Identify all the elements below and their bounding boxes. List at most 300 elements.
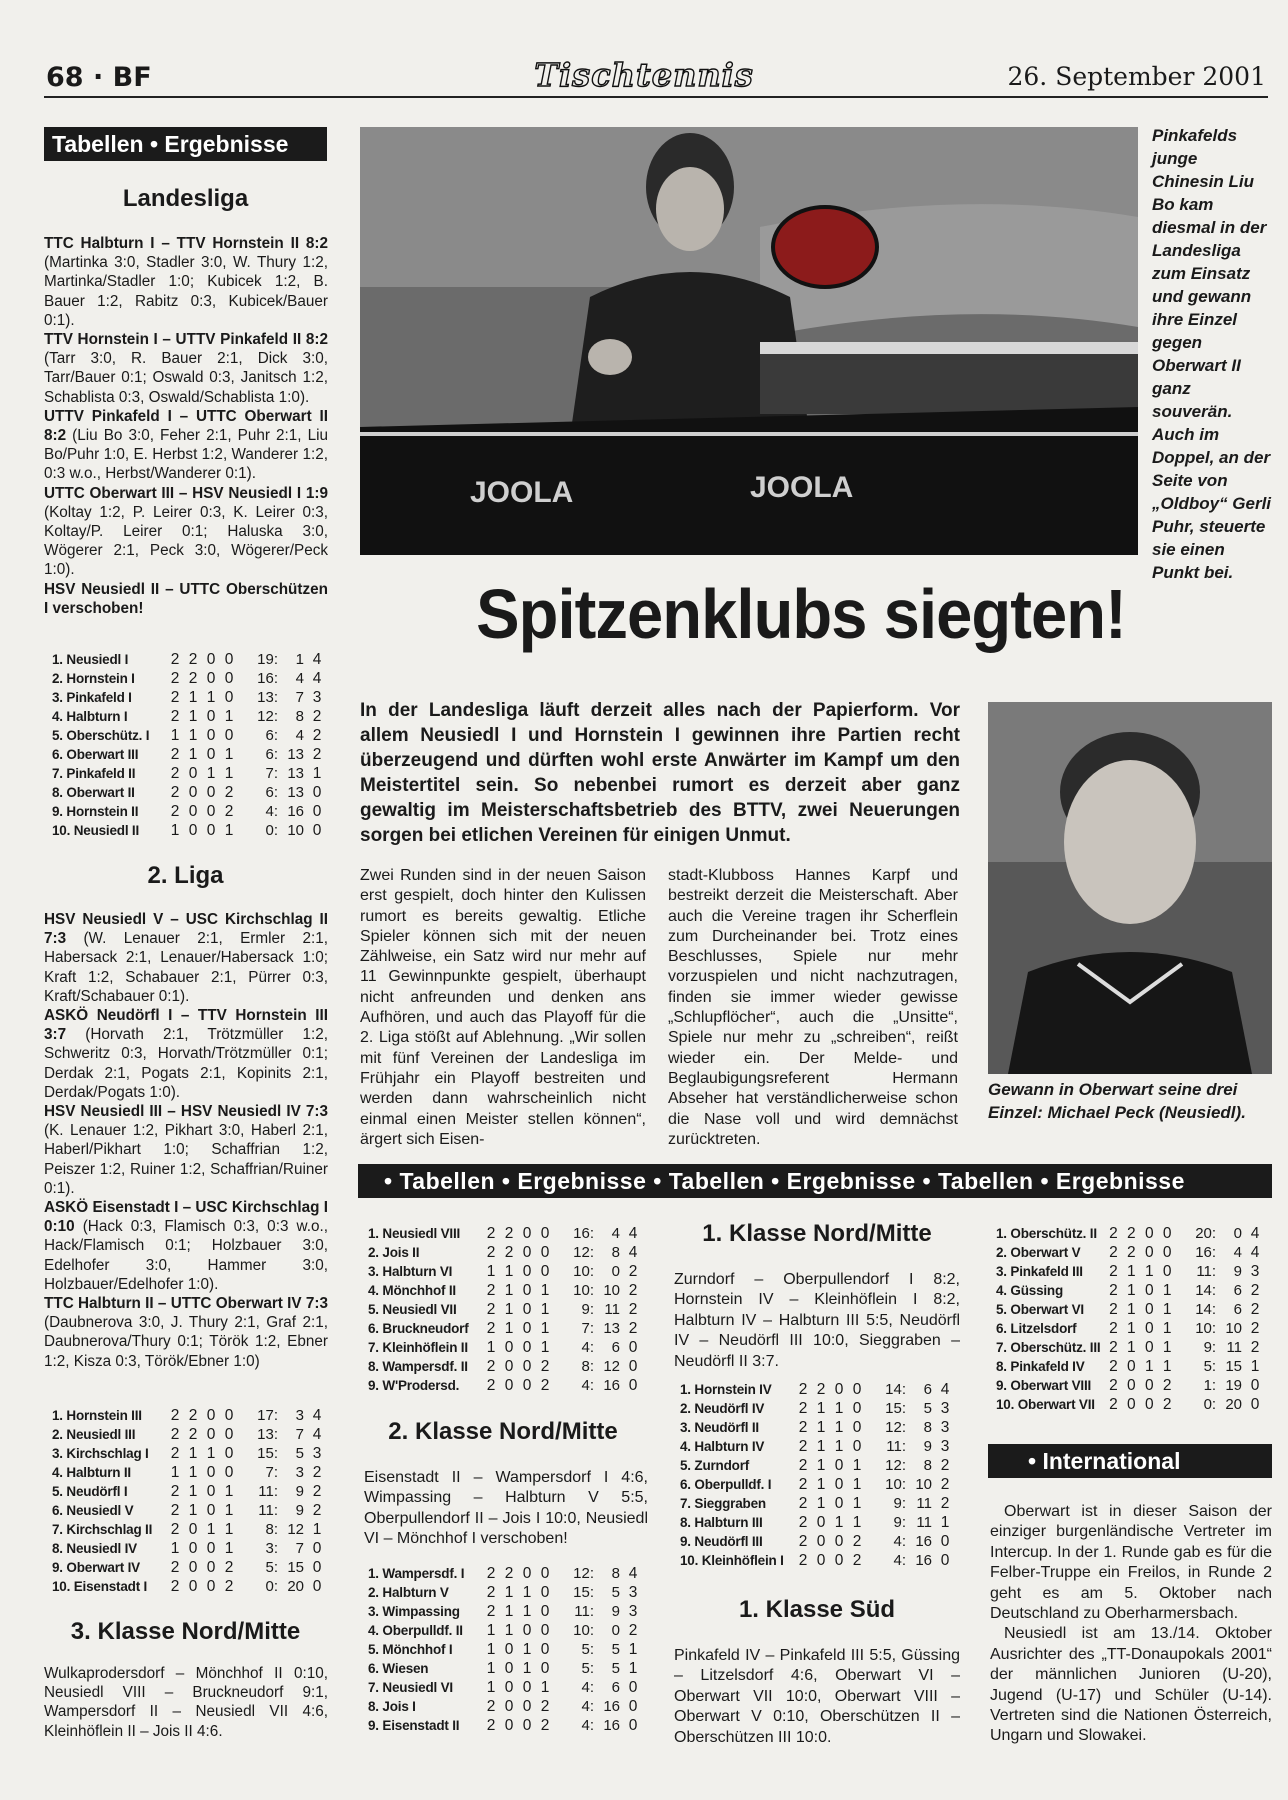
table-cell: 1 xyxy=(224,765,234,782)
result-entry: UTTC Oberwart III – HSV Neusiedl I 1:9 (Koltay 1:2, P. Leirer 0:3, K. Leirer 0:3, Koltay/P. Leirer 0:1; Haluska 3:0, Wögerer 2:1, Peck 3:0, Wögerer/Peck 1:0). xyxy=(44,484,328,579)
team-name: 2. Oberwart V xyxy=(996,1245,1081,1260)
table-cell: 0 xyxy=(816,1552,826,1569)
international-banner: • International xyxy=(988,1444,1272,1478)
table-cell: 11 xyxy=(1226,1339,1243,1356)
table-cell: 0 xyxy=(852,1400,862,1417)
table-cell: 0 xyxy=(504,1717,514,1734)
table-cell: 11 xyxy=(916,1495,932,1512)
results-banner: • Tabellen • Ergebnisse • Tabellen • Ergebnisse • Tabellen • Ergebnisse xyxy=(358,1164,1272,1198)
table-cell: 1 xyxy=(1144,1263,1154,1280)
table-row xyxy=(52,1425,330,1444)
international-text xyxy=(990,1502,1272,1747)
table-cell: 3 xyxy=(940,1438,950,1455)
table-cell: 10: xyxy=(885,1476,906,1493)
table-cell: 2 xyxy=(486,1320,496,1337)
table-cell: 1 xyxy=(170,822,180,839)
table-cell: 0 xyxy=(206,822,216,839)
table-row xyxy=(368,1357,646,1376)
team-name: 4. Güssing xyxy=(996,1283,1064,1298)
table-cell: 1 xyxy=(170,1540,180,1557)
table-cell: 14: xyxy=(1195,1282,1217,1299)
table-cell: 1 xyxy=(486,1679,496,1696)
table-cell: 4: xyxy=(581,1717,594,1734)
table-cell: 4: xyxy=(265,803,278,820)
page-number: 68 · BF xyxy=(46,62,152,93)
table-row xyxy=(996,1319,1268,1338)
table-cell: 3 xyxy=(312,1445,322,1462)
table-cell: 0 xyxy=(312,803,322,820)
table-row xyxy=(680,1399,958,1418)
table-cell: 4 xyxy=(312,670,322,687)
team-name: 2. Neusiedl III xyxy=(52,1427,136,1442)
table-cell: 0 xyxy=(611,1263,620,1280)
table-cell: 0 xyxy=(628,1358,638,1375)
liga2-table xyxy=(52,1406,330,1596)
table-cell: 1 xyxy=(312,1521,322,1538)
table-cell: 2 xyxy=(170,1483,180,1500)
table-cell: 8 xyxy=(611,1244,620,1261)
table-cell: 3 xyxy=(295,1407,304,1424)
table-cell: 9: xyxy=(1203,1339,1217,1356)
table-cell: 0 xyxy=(1144,1377,1154,1394)
left-banner: Tabellen • Ergebnisse xyxy=(44,127,327,161)
table-cell: 16 xyxy=(603,1698,620,1715)
result-entry: HSV Neusiedl V – USC Kirchschlag II 7:3 (W. Lenauer 2:1, Ermler 2:1, Habersack 2:1, Lenauer/Habersack 1:0; Kraft 1:2, Schabauer 2:1, Pürrer 0:3, Kraft/Schabauer 0:1). xyxy=(44,911,328,1005)
table-cell: 2 xyxy=(170,1445,180,1462)
team-name: 7. Pinkafeld II xyxy=(52,766,136,781)
team-name: 10. Oberwart VII xyxy=(996,1397,1095,1412)
table-cell: 1 xyxy=(522,1641,532,1658)
table-cell: 0 xyxy=(1233,1225,1243,1242)
team-name: 1. Neusiedl I xyxy=(52,652,129,667)
table-cell: 15: xyxy=(573,1584,594,1601)
table-cell: 1 xyxy=(1250,1358,1260,1375)
table-row xyxy=(52,1501,330,1520)
table-cell: 0 xyxy=(206,1578,216,1595)
table-cell: 17: xyxy=(257,1407,278,1424)
table-cell: 1 xyxy=(628,1641,638,1658)
table-cell: 16 xyxy=(603,1717,620,1734)
table-cell: 2 xyxy=(540,1377,550,1394)
table-cell: 16: xyxy=(257,670,278,687)
table-cell: 6 xyxy=(1233,1282,1243,1299)
table-cell: 12: xyxy=(885,1419,906,1436)
table-cell: 1 xyxy=(522,1584,532,1601)
table-cell: 5 xyxy=(611,1584,620,1601)
team-name: 7. Sieggraben xyxy=(680,1496,766,1511)
table-cell: 0 xyxy=(540,1584,550,1601)
table-cell: 1 xyxy=(1127,1263,1136,1280)
table-cell: 1 xyxy=(1144,1358,1154,1375)
table-cell: 15: xyxy=(885,1400,906,1417)
table-cell: 4 xyxy=(295,727,304,744)
table-cell: 16: xyxy=(573,1225,594,1242)
landesliga-heading: Landesliga xyxy=(122,185,249,212)
table-cell: 0 xyxy=(540,1660,550,1677)
table-cell: 1 xyxy=(188,746,198,763)
table-cell: 2 xyxy=(1109,1358,1118,1375)
table-cell: 1 xyxy=(522,1603,532,1620)
table-cell: 2 xyxy=(170,1578,180,1595)
table-cell: 0 xyxy=(188,1521,198,1538)
table-cell: 16 xyxy=(915,1552,932,1569)
table-row xyxy=(368,1602,646,1621)
team-name: 3. Kirchschlag I xyxy=(52,1446,149,1461)
table-row xyxy=(996,1300,1268,1319)
table-cell: 0 xyxy=(1144,1244,1154,1261)
table-cell: 2 xyxy=(852,1533,862,1550)
klasse1-sued-table xyxy=(996,1224,1268,1414)
table-cell: 9 xyxy=(295,1483,304,1500)
table-row xyxy=(52,1520,330,1539)
result-entry: HSV Neusiedl III – HSV Neusiedl IV 7:3 (K. Lenauer 1:2, Pikhart 3:0, Haberl 2:1, Haberl/Pikhart 1:0; Schaffrian 1:2, Peiszer 1:2, Ruiner 1:2, Schaffrian/Ruiner 0:1). xyxy=(44,1103,328,1197)
team-name: 9. Neudörfl III xyxy=(680,1534,763,1549)
table-cell: 1 xyxy=(224,1483,234,1500)
team-name: 1. Neusiedl VIII xyxy=(368,1226,461,1241)
table-cell: 0 xyxy=(206,1483,216,1500)
team-name: 6. Oberpulldf. I xyxy=(680,1477,772,1492)
table-cell: 2 xyxy=(798,1552,808,1569)
table-cell: 4 xyxy=(628,1565,638,1582)
table-row xyxy=(996,1281,1268,1300)
table-cell: 6: xyxy=(265,727,278,744)
table-cell: 7 xyxy=(295,1540,304,1557)
international-paragraph: Neusiedl ist am 13./14. Oktober Ausrichter des „TT-Donaupokals 2001“ der männlichen Junioren (U-20), Jugend (U-17) und Schüler (U-14). Vertreten sind die Nationen Österreich, Ungarn und Slowakei. xyxy=(990,1625,1272,1745)
table-cell: 0: xyxy=(1203,1396,1217,1413)
table-cell: 2 xyxy=(312,708,322,725)
table-cell: 4 xyxy=(312,1407,322,1424)
table-cell: 2 xyxy=(628,1301,638,1318)
table-cell: 0 xyxy=(540,1565,550,1582)
table-cell: 12: xyxy=(573,1244,594,1261)
article-col2: stadt-Klubboss Hannes Karpf und bestreikt derzeit die Meisterschaft. Aber auch die Vereine tragen ihr Scherflein zum Durcheinander bei. Trotz eines Beschlusses, Spiele nur mehr vorzuspielen und nicht nachzutragen, finden sie immer wieder gewisse „Schlupflöcher“, auch die „Unsitte“, Spiele nur mehr zu „schreiben“, reißt wieder ein. Der Melde- und Beglaubigungsreferent Hermann Abseher hat verständlicherweise schon die Nase voll und wird demnächst zurücktreten. xyxy=(668,867,958,1148)
table-cell: 16 xyxy=(915,1533,932,1550)
table-cell: 4 xyxy=(1233,1244,1243,1261)
table-cell: 0 xyxy=(834,1457,844,1474)
table-cell: 1 xyxy=(852,1457,862,1474)
team-name: 8. Oberwart II xyxy=(52,785,135,800)
table-cell: 1 xyxy=(816,1476,826,1493)
international-paragraph: Oberwart ist in dieser Saison der einziger burgenländische Vertreter im Intercup. In der 1. Runde gab es für die Felber-Truppe ein Freilos, in Runde 2 geht es am 5. Oktober nach Deutschland zu Oberharmersbach. xyxy=(990,1503,1272,1623)
table-row xyxy=(368,1678,646,1697)
table-cell: 2 xyxy=(1109,1377,1118,1394)
table-cell: 1 xyxy=(834,1438,844,1455)
table-cell: 2 xyxy=(1250,1282,1260,1299)
table-cell: 0 xyxy=(540,1641,550,1658)
table-cell: 1 xyxy=(312,765,322,782)
table-cell: 5: xyxy=(1203,1358,1217,1375)
table-cell: 4 xyxy=(312,651,322,668)
table-row xyxy=(368,1659,646,1678)
table-cell: 0 xyxy=(206,1426,216,1443)
table-cell: 0 xyxy=(522,1622,532,1639)
table-cell: 11: xyxy=(574,1603,594,1620)
table-cell: 2 xyxy=(798,1400,808,1417)
table-cell: 2 xyxy=(798,1438,808,1455)
table-row xyxy=(996,1376,1268,1395)
table-cell: 4: xyxy=(581,1339,594,1356)
result-entry: TTC Halbturn I – TTV Hornstein II 8:2 (Martinka 3:0, Stadler 3:0, W. Thury 1:2, Martinka/Stadler 1:0; Kubicek 1:2, B. Bauer 1:2, Rabitz 0:3, Kubicek/Bauer 0:1). xyxy=(44,235,328,329)
table-cell: 0 xyxy=(1144,1396,1154,1413)
table-cell: 0 xyxy=(1127,1358,1136,1375)
table-cell: 13 xyxy=(603,1320,620,1337)
landesliga-table xyxy=(52,650,330,840)
table-cell: 14: xyxy=(885,1381,906,1398)
table-cell: 0 xyxy=(1162,1263,1172,1280)
table-cell: 4 xyxy=(628,1225,638,1242)
table-cell: 1 xyxy=(816,1419,826,1436)
team-name: 2. Hornstein I xyxy=(52,671,135,686)
table-cell: 2 xyxy=(170,765,180,782)
table-cell: 0 xyxy=(1127,1396,1136,1413)
team-name: 8. Neusiedl IV xyxy=(52,1541,137,1556)
table-cell: 2 xyxy=(1127,1244,1136,1261)
table-cell: 2 xyxy=(486,1603,496,1620)
joola-logo-right: JOOLA xyxy=(750,471,854,504)
table-cell: 15 xyxy=(287,1559,304,1576)
table-cell: 1 xyxy=(1162,1339,1172,1356)
table-cell: 5 xyxy=(611,1641,620,1658)
table-cell: 12 xyxy=(603,1358,620,1375)
table-cell: 1 xyxy=(486,1660,496,1677)
table-cell: 11: xyxy=(1196,1263,1217,1280)
table-cell: 16: xyxy=(1195,1244,1217,1261)
table-cell: 0 xyxy=(522,1377,532,1394)
table-cell: 0 xyxy=(504,1698,514,1715)
table-cell: 0 xyxy=(206,746,216,763)
table-cell: 0 xyxy=(522,1698,532,1715)
table-cell: 2 xyxy=(1162,1396,1172,1413)
team-name: 3. Halbturn VI xyxy=(368,1264,453,1279)
table-row xyxy=(52,802,330,821)
table-cell: 1 xyxy=(504,1622,514,1639)
table-cell: 8 xyxy=(923,1457,932,1474)
landesliga-results xyxy=(44,234,328,618)
result-entry: ASKÖ Neudörfl I – TTV Hornstein III 3:7 (Horvath 2:1, Trötzmüller 1:2, Schweritz 0:3, Horvath/Trötzmüller 0:1; Derdak 2:1, Pogats 2:1, Kopinits 2:1, Derdak/Pogats 1:0). xyxy=(44,1007,328,1101)
table-cell: 2 xyxy=(1109,1396,1118,1413)
table-cell: 2 xyxy=(940,1495,950,1512)
team-name: 9. Eisenstadt II xyxy=(368,1718,460,1733)
table-cell: 13 xyxy=(287,765,304,782)
table-cell: 2 xyxy=(798,1419,808,1436)
table-row xyxy=(368,1376,646,1395)
table-cell: 9: xyxy=(893,1514,906,1531)
table-cell: 0 xyxy=(206,1540,216,1557)
table-cell: 1 xyxy=(504,1584,514,1601)
table-cell: 2 xyxy=(1250,1301,1260,1318)
table-cell: 1 xyxy=(486,1641,496,1658)
table-cell: 0: xyxy=(265,822,278,839)
table-row xyxy=(368,1338,646,1357)
table-cell: 1 xyxy=(486,1263,496,1280)
table-cell: 2 xyxy=(628,1282,638,1299)
table-cell: 2 xyxy=(1109,1339,1118,1356)
table-cell: 2 xyxy=(628,1263,638,1280)
team-name: 6. Bruckneudorf xyxy=(368,1321,469,1336)
table-cell: 2 xyxy=(170,1521,180,1538)
table-cell: 2 xyxy=(486,1301,496,1318)
table-cell: 0 xyxy=(224,727,234,744)
table-cell: 2 xyxy=(170,689,180,706)
team-name: 5. Neusiedl VII xyxy=(368,1302,457,1317)
table-cell: 16 xyxy=(287,803,304,820)
result-entry: TTC Halbturn II – UTTC Oberwart IV 7:3 (Daubnerova 3:0, J. Thury 2:1, Graf 2:1, Daubnerova/Thury 0:1; Török 1:2, Ebner 1:2, Kisza 0:3, Török/Ebner 1:0) xyxy=(44,1295,328,1370)
table-cell: 1 xyxy=(224,1521,234,1538)
table-cell: 4: xyxy=(893,1533,906,1550)
table-row xyxy=(52,1406,330,1425)
table-cell: 9: xyxy=(893,1495,906,1512)
table-cell: 0 xyxy=(224,689,234,706)
table-cell: 1 xyxy=(224,822,234,839)
table-cell: 9 xyxy=(1233,1263,1243,1280)
table-cell: 2 xyxy=(1109,1225,1118,1242)
table-row xyxy=(52,707,330,726)
team-name: 2. Jois II xyxy=(368,1245,420,1260)
table-cell: 0 xyxy=(1250,1377,1260,1394)
table-cell: 2 xyxy=(816,1381,826,1398)
table-cell: 3 xyxy=(295,1464,304,1481)
table-cell: 0 xyxy=(628,1698,638,1715)
table-cell: 2 xyxy=(540,1358,550,1375)
table-cell: 3 xyxy=(628,1603,638,1620)
team-name: 3. Pinkafeld III xyxy=(996,1264,1083,1279)
table-cell: 2 xyxy=(798,1533,808,1550)
klasse2-heading: 2. Klasse Nord/Mitte xyxy=(388,1418,618,1445)
table-cell: 15 xyxy=(1225,1358,1243,1375)
table-cell: 0 xyxy=(611,1622,620,1639)
table-row xyxy=(52,1577,330,1596)
table-cell: 1 xyxy=(540,1679,550,1696)
table-cell: 0 xyxy=(540,1622,550,1639)
table-cell: 2 xyxy=(798,1514,808,1531)
table-cell: 2 xyxy=(170,1426,180,1443)
section-title: Tischtennis xyxy=(534,56,754,94)
table-cell: 8 xyxy=(923,1419,932,1436)
table-cell: 0 xyxy=(940,1552,950,1569)
table-row xyxy=(52,688,330,707)
table-cell: 5: xyxy=(265,1559,278,1576)
table-cell: 5: xyxy=(581,1660,594,1677)
table-cell: 0 xyxy=(312,1540,322,1557)
table-row xyxy=(996,1224,1268,1243)
table-cell: 0 xyxy=(522,1565,532,1582)
table-cell: 1 xyxy=(816,1438,826,1455)
table-cell: 7: xyxy=(581,1320,594,1337)
team-name: 4. Halbturn II xyxy=(52,1465,131,1480)
table-cell: 0 xyxy=(206,670,216,687)
table-cell: 1 xyxy=(224,746,234,763)
table-cell: 14: xyxy=(1195,1301,1217,1318)
table-cell: 2 xyxy=(188,1426,198,1443)
table-cell: 2 xyxy=(486,1717,496,1734)
table-cell: 2 xyxy=(188,670,198,687)
table-cell: 12: xyxy=(257,708,278,725)
table-cell: 1 xyxy=(188,1464,198,1481)
table-cell: 0 xyxy=(522,1263,532,1280)
table-cell: 8 xyxy=(611,1565,620,1582)
table-cell: 0 xyxy=(940,1533,950,1550)
table-cell: 0 xyxy=(1144,1282,1154,1299)
table-cell: 0 xyxy=(522,1301,532,1318)
team-name: 1. Oberschütz. II xyxy=(996,1226,1097,1241)
photo-michael-peck xyxy=(988,702,1272,1074)
team-name: 3. Wimpassing xyxy=(368,1604,460,1619)
table-cell: 1 xyxy=(486,1622,496,1639)
table-cell: 4: xyxy=(581,1698,594,1715)
table-cell: 5 xyxy=(295,1445,304,1462)
table-row xyxy=(52,1558,330,1577)
table-cell: 0 xyxy=(522,1282,532,1299)
team-name: 7. Kirchschlag II xyxy=(52,1522,153,1537)
table-cell: 2 xyxy=(798,1476,808,1493)
table-cell: 1 xyxy=(1162,1320,1172,1337)
team-name: 8. Pinkafeld IV xyxy=(996,1359,1085,1374)
table-cell: 0 xyxy=(206,784,216,801)
klasse3-heading: 3. Klasse Nord/Mitte xyxy=(70,1618,301,1645)
table-cell: 1 xyxy=(224,1502,234,1519)
table-row xyxy=(368,1640,646,1659)
table-cell: 2 xyxy=(224,784,234,801)
table-cell: 2 xyxy=(486,1282,496,1299)
team-name: 2. Neudörfl IV xyxy=(680,1401,765,1416)
table-cell: 2 xyxy=(312,1464,322,1481)
table-cell: 4 xyxy=(295,670,304,687)
liga2-results xyxy=(44,910,328,1371)
table-cell: 0 xyxy=(206,803,216,820)
joola-logo-left: JOOLA xyxy=(470,476,574,509)
table-cell: 1 xyxy=(1162,1301,1172,1318)
table-cell: 5 xyxy=(611,1660,620,1677)
table-cell: 1 xyxy=(852,1476,862,1493)
table-cell: 12: xyxy=(573,1565,594,1582)
team-name: 9. Hornstein II xyxy=(52,804,139,819)
table-cell: 16 xyxy=(603,1377,620,1394)
table-cell: 2 xyxy=(540,1698,550,1715)
table-cell: 2 xyxy=(852,1552,862,1569)
table-cell: 1 xyxy=(940,1514,950,1531)
table-cell: 1 xyxy=(1127,1301,1136,1318)
table-cell: 4: xyxy=(581,1679,594,1696)
table-cell: 1 xyxy=(206,765,216,782)
table-cell: 0 xyxy=(224,1426,234,1443)
table-cell: 1 xyxy=(504,1603,514,1620)
table-cell: 4: xyxy=(893,1552,906,1569)
table-cell: 2 xyxy=(486,1377,496,1394)
table-cell: 2 xyxy=(170,784,180,801)
table-cell: 0 xyxy=(206,1464,216,1481)
table-cell: 4 xyxy=(628,1244,638,1261)
table-cell: 10: xyxy=(1195,1320,1217,1337)
table-cell: 3 xyxy=(940,1419,950,1436)
table-tennis-player-photo xyxy=(360,127,1138,555)
table-cell: 13: xyxy=(257,689,278,706)
result-entry: HSV Neusiedl II – UTTC Oberschützen I verschoben! xyxy=(44,580,328,617)
table-cell: 0 xyxy=(206,651,216,668)
table-cell: 10 xyxy=(915,1476,932,1493)
klasse3-table xyxy=(368,1224,646,1395)
team-name: 6. Wiesen xyxy=(368,1661,429,1676)
table-cell: 0 xyxy=(224,1464,234,1481)
table-cell: 1 xyxy=(628,1660,638,1677)
table-cell: 0 xyxy=(1144,1301,1154,1318)
table-cell: 0 xyxy=(188,1540,198,1557)
table-cell: 0 xyxy=(206,1559,216,1576)
table-cell: 0 xyxy=(522,1244,532,1261)
team-name: 10. Eisenstadt I xyxy=(52,1579,148,1594)
table-row xyxy=(52,745,330,764)
table-cell: 0 xyxy=(188,803,198,820)
table-cell: 2 xyxy=(940,1476,950,1493)
